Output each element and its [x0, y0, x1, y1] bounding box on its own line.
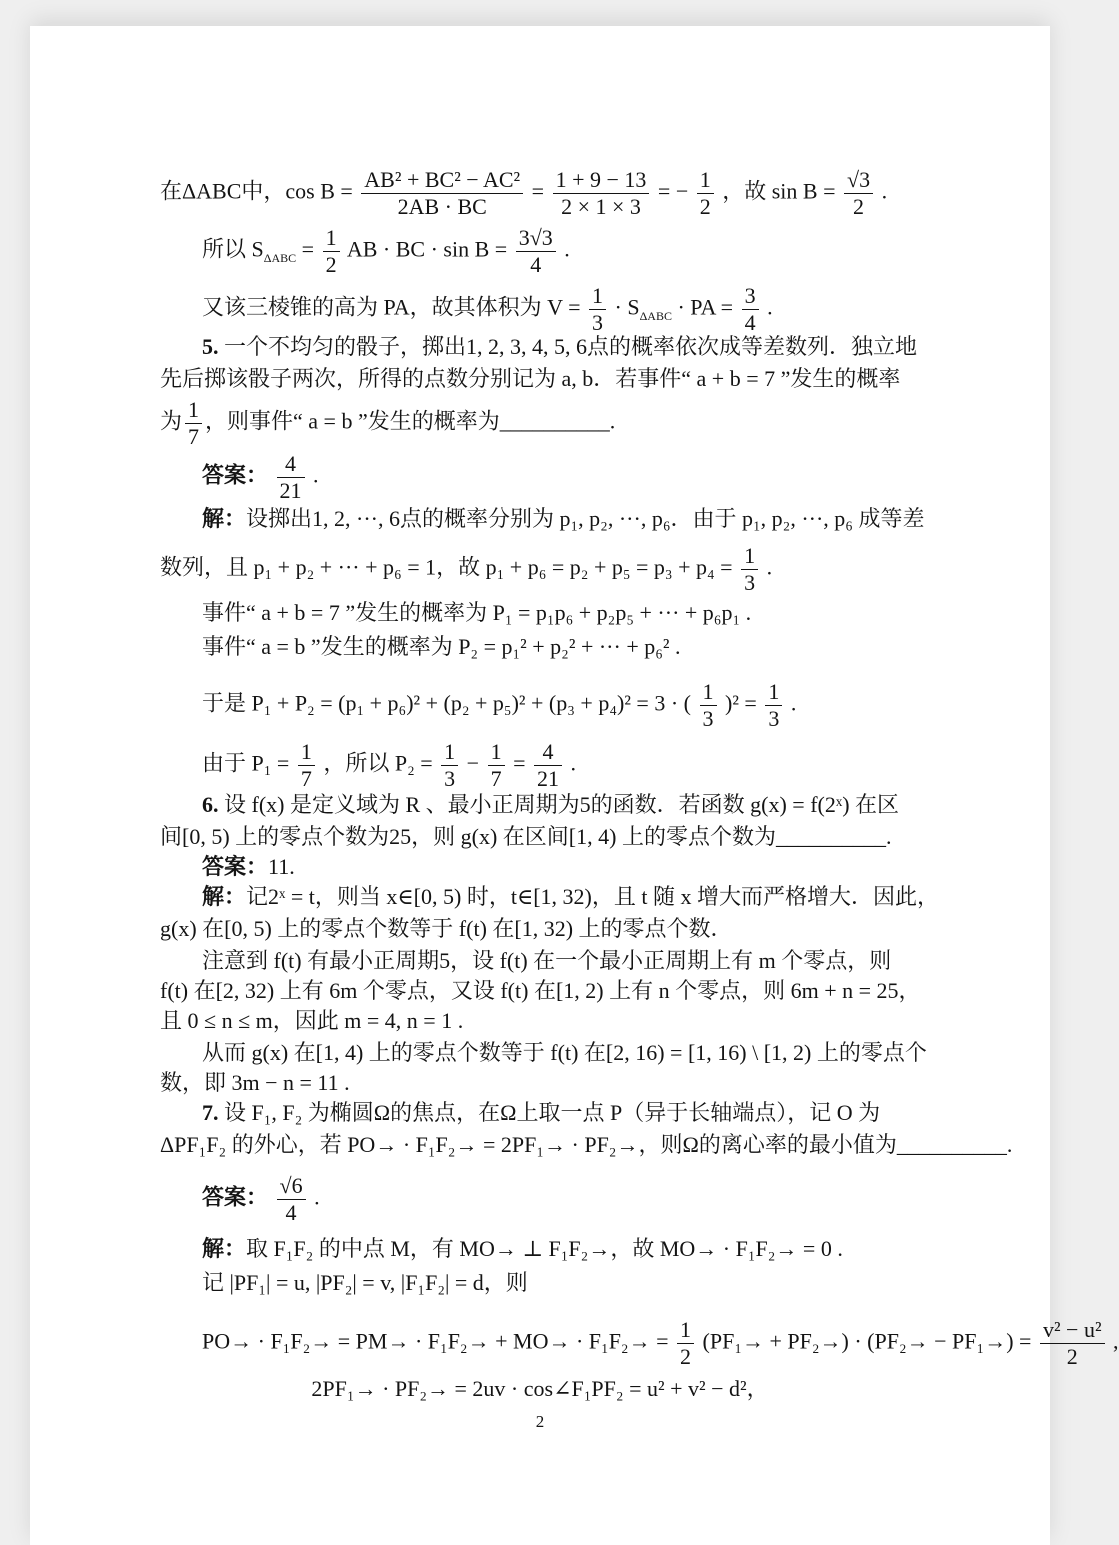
numerator: 3√3 [516, 226, 556, 252]
denominator: 21 [279, 478, 302, 504]
fraction [765, 680, 782, 731]
fraction [441, 740, 458, 791]
denominator: 3 [768, 706, 780, 732]
fraction [741, 544, 758, 595]
text-segment: . [570, 750, 576, 776]
problem-text: 设 f(x) 是定义域为 R 、最小正周期为5的函数．若函数 g(x) = f(2ˣ) 在区 [224, 792, 900, 817]
solution-5-line-6 [202, 740, 992, 791]
numerator: √6 [277, 1174, 306, 1200]
fraction [700, 680, 717, 731]
solution-5-line-2 [160, 544, 950, 595]
fraction [488, 740, 505, 791]
problem-text: 先后掷该骰子两次，所得的点数分别记为 a, b．若事件“ a + b = 7 ”发生的概率 [160, 366, 901, 391]
solution-5-line-5 [202, 680, 992, 731]
solution-text: PO→ · F₁F₂→ = PM→ · F₁F₂→ + MO→ · F₁F₂→ = [202, 1328, 669, 1354]
fraction [742, 284, 759, 335]
text-segment: = [301, 236, 315, 262]
text-segment: 所以 S [202, 236, 264, 262]
solution-7-line-2 [202, 1268, 992, 1298]
text-segment: )² = [725, 690, 757, 716]
text-segment: = [531, 178, 545, 204]
solution-text: g(x) 在[0, 5) 上的零点个数等于 f(t) 在[1, 32) 上的零点个数． [160, 916, 733, 941]
document-page [30, 26, 1119, 1545]
text-segment: . [564, 236, 570, 262]
solution-text: 记2ˣ = t，则当 x∈[0, 5) 时，t∈[1, 32)，且 t 随 x 增大而严格增大．因此， [246, 884, 939, 909]
problem-7-line-2 [160, 1130, 1013, 1160]
numerator: v² − u² [1040, 1318, 1105, 1344]
solution-5-line-3 [202, 598, 992, 628]
denominator: 2 × 1 × 3 [561, 194, 641, 220]
solution-7-line-3 [202, 1317, 1119, 1370]
problem-6-line-1 [202, 790, 992, 820]
denominator: 2 [699, 194, 711, 220]
denominator: 21 [537, 766, 559, 792]
denominator: 2 [853, 194, 865, 220]
fraction [534, 740, 562, 791]
solution-text: 记 |PF₁| = u, |PF₂| = v, |F₁F₂| = d，则 [202, 1270, 528, 1295]
solution-5-line-4 [202, 632, 992, 662]
denominator: 4 [285, 1200, 297, 1226]
problem-text: ΔPF₁F₂ 的外心，若 PO→ · F₁F₂→ = 2PF₁→ · PF₂→，则Ω的离心率的最小值为__________. [160, 1132, 1013, 1157]
solution-text: 且 0 ≤ n ≤ m，因此 m = 4, n = 1 . [160, 1008, 464, 1033]
text-segment: · PA = [677, 294, 734, 320]
solution-text: 于是 P₁ + P₂ = (p₁ + p₆)² + (p₂ + p₅)² + (p₃ + p₄)² = 3 · ( [202, 690, 691, 716]
solution-text: 事件“ a + b = 7 ”发生的概率为 P₁ = p₁p₆ + p₂p₅ + ··· + p₆p₁ . [202, 600, 752, 625]
solution-text: f(t) 在[2, 32) 上有 6m 个零点，又设 f(t) 在[1, 2) 上有 n 个零点，则 6m + n = 25， [160, 978, 921, 1003]
solution-6-line-2 [160, 914, 950, 944]
denominator: 3 [744, 570, 756, 596]
solution-text: 数列，且 p₁ + p₂ + ··· + p₆ = 1，故 p₁ + p₆ = p₂ + p₅ = p₃ + p₄ = [160, 554, 733, 580]
text-segment: ，所以 P₂ = [323, 750, 433, 776]
subscript: ΔABC [263, 251, 297, 266]
text-segment: 又该三棱锥的高为 PA，故其体积为 V = [202, 294, 581, 320]
text-segment: ，故 sin B = [722, 178, 836, 204]
answer-label: 答案： [202, 1184, 269, 1210]
solution-6-line-7 [160, 1068, 950, 1098]
fraction [1040, 1318, 1105, 1369]
fraction [844, 168, 873, 219]
fraction [277, 452, 305, 503]
formula-line-area [202, 226, 992, 277]
text-segment: . [314, 1184, 320, 1210]
solution-text: 注意到 f(t) 有最小正周期5，设 f(t) 在一个最小正周期上有 m 个零点，则 [202, 948, 892, 973]
problem-5-line-1 [202, 332, 992, 362]
text-segment: . [881, 178, 888, 204]
solution-label: 解： [202, 506, 247, 531]
text-segment: ，则事件“ a = b ”发生的概率为__________. [205, 408, 616, 434]
fraction [277, 1174, 306, 1225]
fraction [697, 168, 714, 219]
solution-6-line-3 [202, 946, 992, 976]
text-segment: , [1113, 1328, 1119, 1354]
numerator: AB² + BC² − AC² [361, 168, 523, 194]
denominator: 2 [325, 252, 337, 278]
denominator: 2 [680, 1344, 692, 1370]
text-segment: . [313, 462, 319, 488]
text-segment: . [790, 690, 797, 716]
fraction [185, 398, 202, 449]
text-segment: AB · BC · sin B = [346, 236, 508, 262]
solution-7-line-1 [202, 1234, 992, 1264]
subscript: ΔABC [639, 309, 672, 324]
solution-7-line-4 [30, 1374, 1050, 1404]
solution-text: 数，即 3m − n = 11 . [160, 1070, 350, 1095]
numerator: 1 [697, 168, 714, 194]
numerator: 1 [589, 284, 606, 310]
solution-6-line-4 [160, 976, 950, 1006]
denominator: 4 [530, 252, 542, 278]
solution-text: 取 F₁F₂ 的中点 M，有 MO→ ⊥ F₁F₂→，故 MO→ · F₁F₂→ = 0 . [246, 1236, 843, 1261]
fraction [553, 168, 650, 219]
problem-text: 间[0, 5) 上的零点个数为25，则 g(x) 在区间[1, 4) 上的零点个数为__________. [160, 824, 892, 849]
solution-6-line-6 [202, 1038, 992, 1068]
text-segment: − [466, 750, 480, 776]
solution-text: 事件“ a = b ”发生的概率为 P₂ = p₁² + p₂² + ··· + p₆² . [202, 634, 681, 659]
answer-6 [202, 852, 992, 882]
answer-7 [202, 1174, 992, 1225]
text-segment: = − [657, 178, 689, 204]
numerator: 1 [677, 1318, 694, 1344]
solution-text: 2PF₁→ · PF₂→ = 2uv · cos∠F₁PF₂ = u² + v² − d²， [311, 1376, 769, 1401]
numerator: 1 [298, 740, 315, 766]
fraction [589, 284, 606, 335]
numerator: √3 [844, 168, 873, 194]
numerator: 1 [765, 680, 782, 706]
numerator: 3 [742, 284, 759, 310]
problem-5-line-3 [160, 398, 950, 449]
solution-text: 从而 g(x) 在[1, 4) 上的零点个数等于 f(t) 在[2, 16) = [1, 16) \ [1, 2) 上的零点个 [202, 1040, 927, 1065]
problem-number: 7. [202, 1100, 219, 1125]
page-number: 2 [535, 1412, 545, 1431]
denominator: 3 [444, 766, 456, 792]
solution-6-line-5 [160, 1006, 950, 1036]
fraction [677, 1318, 694, 1369]
text-segment: · S [614, 294, 640, 320]
numerator: 1 [441, 740, 458, 766]
text-segment: = [513, 750, 526, 776]
denominator: 3 [702, 706, 714, 732]
denominator: 7 [188, 424, 200, 450]
text-segment: . [766, 554, 773, 580]
problem-7-line-1 [202, 1098, 992, 1128]
numerator: 4 [534, 740, 562, 766]
text-segment: 在ΔABC中，cos B = [160, 178, 353, 204]
fraction [298, 740, 315, 791]
denominator: 7 [490, 766, 502, 792]
formula-line-volume [202, 284, 992, 335]
problem-text: 设 F₁, F₂ 为椭圆Ω的焦点，在Ω上取一点 P（异于长轴端点），记 O 为 [224, 1100, 881, 1125]
solution-6-line-1 [202, 882, 992, 912]
answer-value: 11. [268, 854, 295, 879]
solution-text: 由于 P₁ = [202, 750, 290, 776]
fraction [516, 226, 556, 277]
denominator: 4 [744, 310, 756, 336]
denominator: 7 [300, 766, 312, 792]
problem-number: 5. [202, 334, 219, 359]
numerator: 1 [488, 740, 505, 766]
formula-line-cosB [160, 168, 950, 219]
numerator: 1 [741, 544, 758, 570]
denominator: 2 [1066, 1344, 1078, 1370]
numerator: 1 [323, 226, 340, 252]
text-segment: 为 [160, 408, 183, 434]
solution-label: 解： [202, 884, 247, 909]
solution-text: 设掷出1, 2, ···, 6点的概率分别为 p₁, p₂, ···, p₆．由于 p₁, p₂, ···, p₆ 成等差 [246, 506, 925, 531]
problem-6-line-2 [160, 822, 950, 852]
text-segment: (PF₁→ + PF₂→) · (PF₂→ − PF₁→) = [702, 1328, 1032, 1354]
fraction [361, 168, 523, 219]
answer-label: 答案： [202, 462, 269, 488]
numerator: 4 [277, 452, 305, 478]
denominator: 3 [592, 310, 604, 336]
numerator: 1 [185, 398, 202, 424]
problem-5-line-2 [160, 364, 950, 394]
numerator: 1 + 9 − 13 [553, 168, 650, 194]
solution-label: 解： [202, 1236, 247, 1261]
denominator: 2AB · BC [397, 194, 487, 220]
answer-5 [202, 452, 992, 503]
solution-5-line-1 [202, 504, 992, 534]
problem-text: 一个不均匀的骰子，掷出1, 2, 3, 4, 5, 6点的概率依次成等差数列．独立地 [224, 334, 918, 359]
text-segment: . [767, 294, 773, 320]
fraction [323, 226, 340, 277]
numerator: 1 [700, 680, 717, 706]
problem-number: 6. [202, 792, 219, 817]
answer-label: 答案： [202, 854, 269, 879]
